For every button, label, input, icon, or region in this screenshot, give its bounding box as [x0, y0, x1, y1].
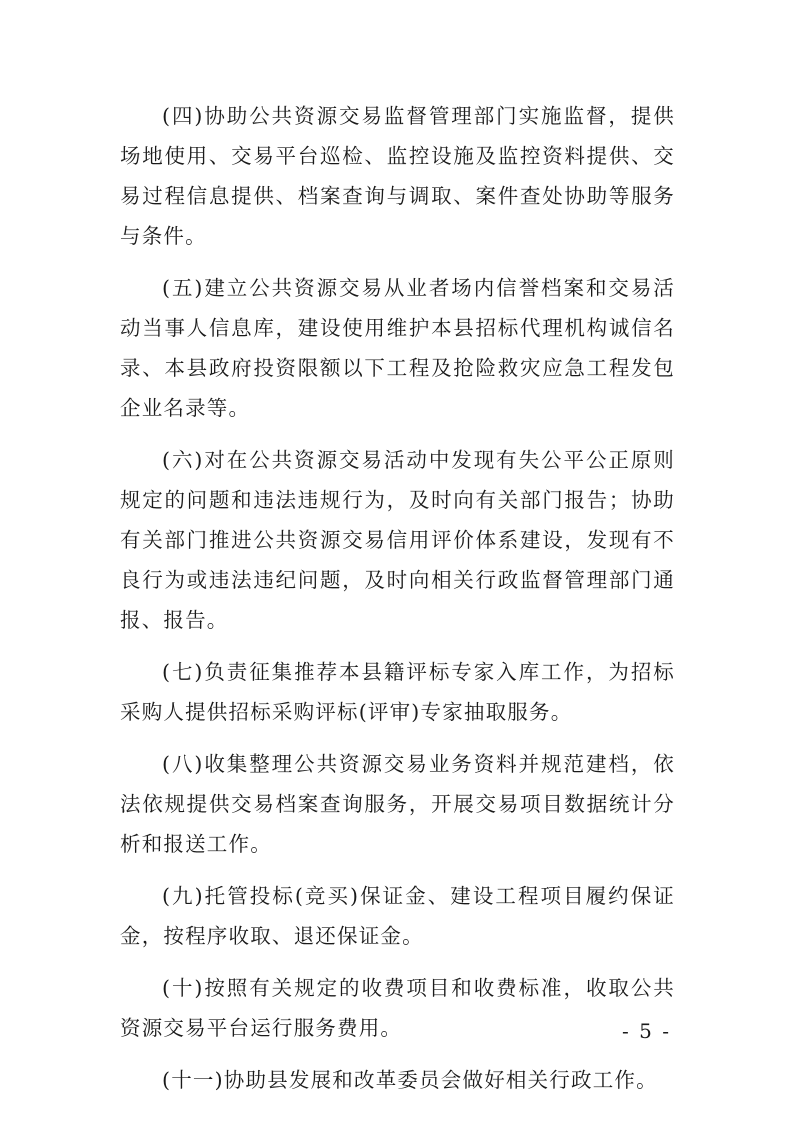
paragraph-9: (九)托管投标(竞买)保证金、建设工程项目履约保证金，按程序收取、退还保证金。 — [120, 884, 675, 948]
paragraph-11: (十一)协助县发展和改革委员会做好相关行政工作。 — [162, 1068, 658, 1092]
paragraph-8: (八)收集整理公共资源交易业务资料并规范建档，依法依规提供交易档案查询服务，开展交易项目数据统计分析和报送工作。 — [120, 752, 675, 856]
paragraph-5: (五)建立公共资源交易从业者场内信誉档案和交易活动当事人信息库，建设使用维护本县招标代理机构诚信名录、本县政府投资限额以下工程及抢险救灾应急工程发包企业名录等。 — [120, 276, 675, 420]
paragraph-6: (六)对在公共资源交易活动中发现有失公平公正原则规定的问题和违法违规行为，及时向有关部门报告；协助有关部门推进公共资源交易信用评价体系建设，发现有不良行为或违法违纪问题，及时向相关行政监督管理部门通报、报告。 — [120, 448, 675, 632]
page-number: - 5 - — [622, 1019, 671, 1043]
document-body — [120, 96, 675, 1100]
paragraph-7: (七)负责征集推荐本县籍评标专家入库工作，为招标采购人提供招标采购评标(评审)专家抽取服务。 — [120, 660, 675, 724]
paragraph-10: (十)按照有关规定的收费项目和收费标准，收取公共资源交易平台运行服务费用。 — [120, 976, 675, 1040]
paragraph-4: (四)协助公共资源交易监督管理部门实施监督，提供场地使用、交易平台巡检、监控设施及监控资料提供、交易过程信息提供、档案查询与调取、案件查处协助等服务与条件。 — [120, 104, 675, 248]
